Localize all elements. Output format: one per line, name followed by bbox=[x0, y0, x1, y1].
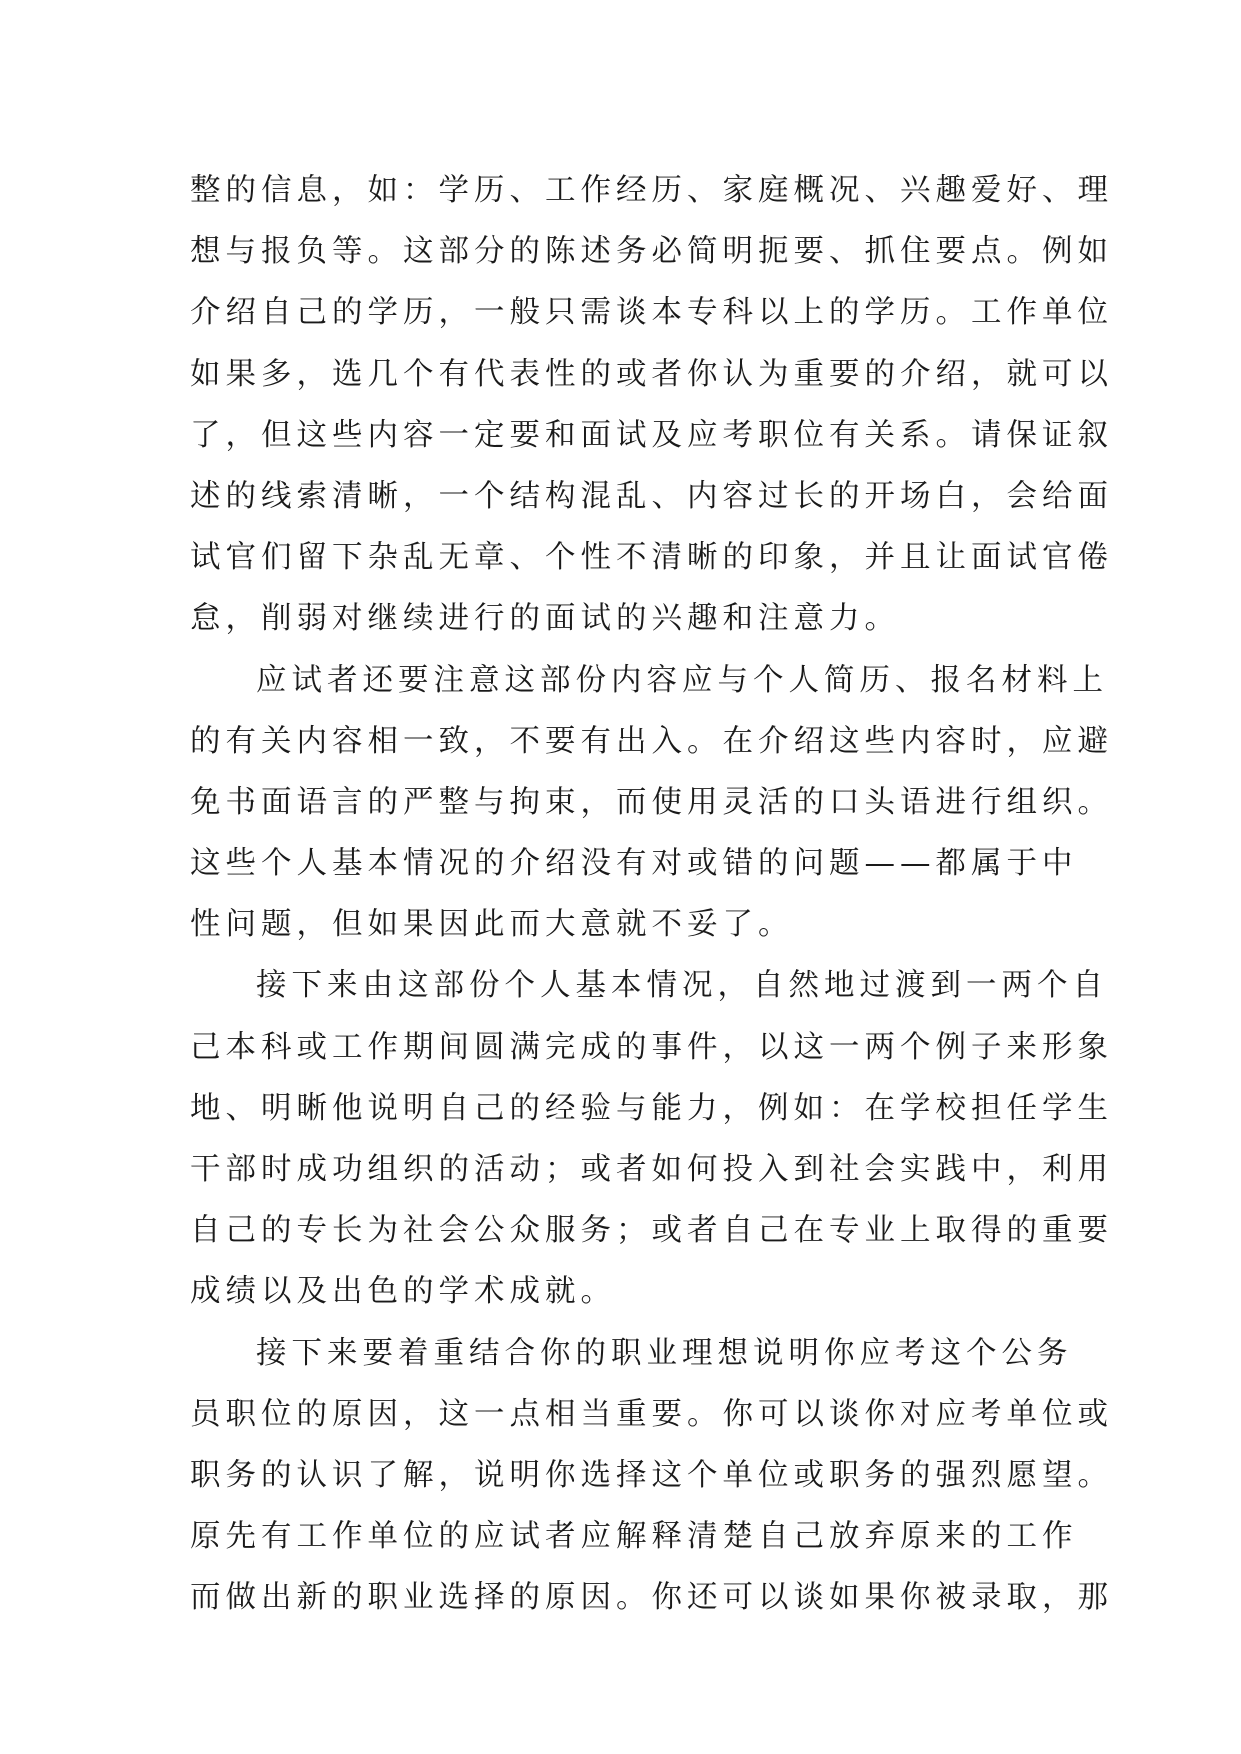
text-line: 接下来由这部份个人基本情况，自然地过渡到一两个自 bbox=[256, 968, 1108, 1004]
text-line: 整的信息，如：学历、工作经历、家庭概况、兴趣爱好、理 bbox=[190, 173, 1113, 208]
text-line: 免书面语言的严整与拘束，而使用灵活的口头语进行组织。 bbox=[190, 784, 1113, 820]
text-line: 职务的认识了解，说明你选择这个单位或职务的强烈愿望。 bbox=[190, 1457, 1113, 1493]
text-line: 原先有工作单位的应试者应解释清楚自己放弃原来的工作 bbox=[190, 1519, 1078, 1555]
text-line: 自己的专长为社会公众服务；或者自己在专业上取得的重要 bbox=[190, 1213, 1113, 1249]
text-line: 述的线索清晰，一个结构混乱、内容过长的开场白，会给面 bbox=[190, 478, 1113, 514]
text-line: 性问题，但如果因此而大意就不妥了。 bbox=[190, 907, 794, 943]
text-line: 怠，削弱对继续进行的面试的兴趣和注意力。 bbox=[190, 601, 900, 637]
text-line: 这些个人基本情况的介绍没有对或错的问题——都属于中 bbox=[190, 846, 1078, 882]
text-line: 想与报负等。这部分的陈述务必简明扼要、抓住要点。例如 bbox=[190, 234, 1113, 270]
body-text bbox=[190, 160, 1113, 1629]
text-line: 干部时成功组织的活动；或者如何投入到社会实践中，利用 bbox=[190, 1152, 1113, 1187]
text-line: 的有关内容相一致，不要有出入。在介绍这些内容时，应避 bbox=[190, 723, 1113, 759]
text-line: 接下来要着重结合你的职业理想说明你应考这个公务 bbox=[256, 1335, 1073, 1371]
text-line: 地、明晰他说明自己的经验与能力，例如：在学校担任学生 bbox=[190, 1090, 1113, 1126]
text-line: 了，但这些内容一定要和面试及应考职位有关系。请保证叙 bbox=[190, 417, 1113, 453]
text-line: 员职位的原因，这一点相当重要。你可以谈你对应考单位或 bbox=[190, 1396, 1113, 1432]
text-line: 己本科或工作期间圆满完成的事件，以这一两个例子来形象 bbox=[190, 1029, 1113, 1065]
text-line: 介绍自己的学历，一般只需谈本专科以上的学历。工作单位 bbox=[190, 295, 1113, 331]
text-line: 试官们留下杂乱无章、个性不清晰的印象，并且让面试官倦 bbox=[190, 540, 1113, 576]
text-line: 如果多，选几个有代表性的或者你认为重要的介绍，就可以 bbox=[190, 356, 1113, 392]
text-line: 应试者还要注意这部份内容应与个人简历、报名材料上 bbox=[256, 662, 1108, 698]
text-line: 成绩以及出色的学术成就。 bbox=[190, 1274, 616, 1310]
text-line: 而做出新的职业选择的原因。你还可以谈如果你被录取，那 bbox=[190, 1580, 1113, 1616]
